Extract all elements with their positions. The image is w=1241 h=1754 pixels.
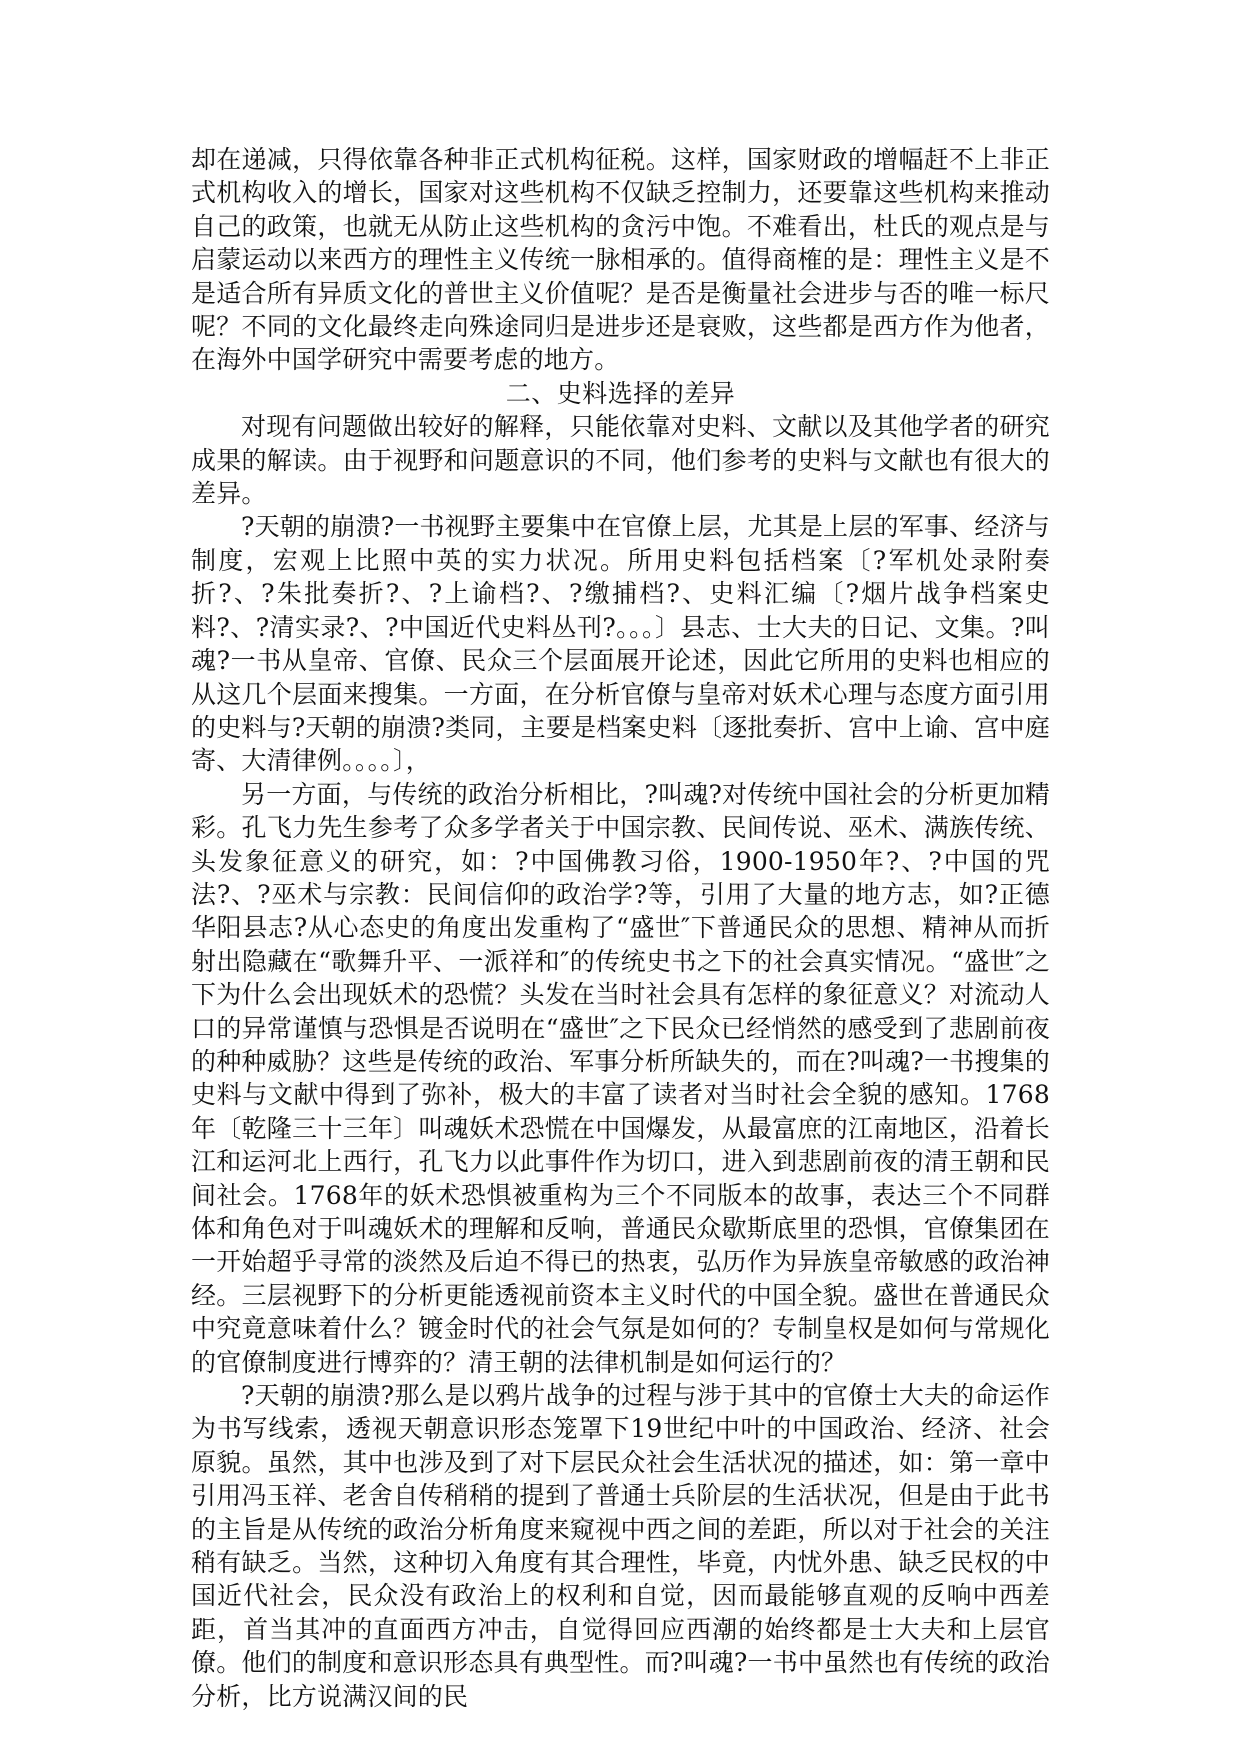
paragraph-continuation: 却在递减，只得依靠各种非正式机构征税。这样，国家财政的增幅赶不上非正式机构收入的增长，国家对这些机构不仅缺乏控制力，还要靠这些机构来推动自己的政策，也就无从防止这些机构的贪污中饱。不难看出，杜氏的观点是与启蒙运动以来西方的理性主义传统一脉相承的。值得商榷的是：理性主义是不是适合所有异质文化的普世主义价值呢？是否是衡量社会进步与否的唯一标尺呢？不同的文化最终走向殊途同归是进步还是衰败，这些都是西方作为他者，在海外中国学研究中需要考虑的地方。 — [191, 145, 1050, 375]
paragraph-comparison: ?天朝的崩溃?那么是以鸦片战争的过程与涉于其中的官僚士大夫的命运作为书写线索，透视天朝意识形态笼罩下19世纪中叶的中国政治、经济、社会原貌。虽然，其中也涉及到了对下层民众社会生活状况的描述，如：第一章中引用冯玉祥、老舍自传稍稍的提到了普通士兵阶层的生活状况，但是由于此书的主旨是从传统的政治分析角度来窥视中西之间的差距，所以对于社会的关注稍有缺乏。当然，这种切入角度有其合理性，毕竟，内忧外患、缺乏民权的中国近代社会，民众没有政治上的权利和自觉，因而最能够直观的反响中西差距，首当其冲的直面西方冲击，自觉得回应西潮的始终都是士大夫和上层官僚。他们的制度和意识形态具有典型性。而?叫魂?一书中虽然也有传统的政治分析，比方说满汉间的民 — [191, 1381, 1050, 1711]
paragraph-jiaohun-analysis: 另一方面，与传统的政治分析相比，?叫魂?对传统中国社会的分析更加精彩。孔飞力先生参考了众多学者关于中国宗教、民间传说、巫术、满族传统、头发象征意义的研究，如：?中国佛教习俗，1900-1950年?、?中国的咒法?、?巫术与宗教：民间信仰的政治学?等，引用了大量的地方志，如?正德华阳县志?从心态史的角度出发重构了“盛世″下普通民众的思想、精神从而折射出隐藏在“歌舞升平、一派祥和″的传统史书之下的社会真实情况。“盛世″之下为什么会出现妖术的恐慌？头发在当时社会具有怎样的象征意义？对流动人口的异常谨慎与恐惧是否说明在“盛世″之下民众已经悄然的感受到了悲剧前夜的种种威胁？这些是传统的政治、军事分析所缺失的，而在?叫魂?一书搜集的史料与文献中得到了弥补，极大的丰富了读者对当时社会全貌的感知。1768年〔乾隆三十三年〕叫魂妖术恐慌在中国爆发，从最富庶的江南地区，沿着长江和运河北上西行，孔飞力以此事件作为切口，进入到悲剧前夜的清王朝和民间社会。1768年的妖术恐惧被重构为三个不同版本的故事，表达三个不同群体和角色对于叫魂妖术的理解和反响，普通民众歇斯底里的恐惧，官僚集团在一开始超乎寻常的淡然及后迫不得已的热衷，弘历作为异族皇帝敏感的政治神经。三层视野下的分析更能透视前资本主义时代的中国全貌。盛世在普通民众中究竟意味着什么？镀金时代的社会气氛是如何的？专制皇权是如何与常规化的官僚制度进行博弈的？清王朝的法律机制是如何运行的？ — [191, 779, 1050, 1377]
paragraph-intro: 对现有问题做出较好的解释，只能依靠对史料、文献以及其他学者的研究成果的解读。由于视野和问题意识的不同，他们参考的史料与文献也有很大的差异。 — [191, 412, 1050, 509]
section-heading: 二、史料选择的差异 — [505, 378, 736, 408]
paragraph-sources-tianchao: ?天朝的崩溃?一书视野主要集中在官僚上层，尤其是上层的军事、经济与制度，宏观上比照中英的实力状况。所用史料包括档案〔?军机处录附奏折?、?朱批奏折?、?上谕档?、?缴捕档?、史料汇编〔?烟片战争档案史料?、?清实录?、?中国近代史料丛刊?。。。〕县志、士大夫的日记、文集。?叫魂?一书从皇帝、官僚、民众三个层面展开论述，因此它所用的史料也相应的从这几个层面来搜集。一方面，在分析官僚与皇帝对妖术心理与态度方面引用的史料与?天朝的崩溃?类同，主要是档案史料〔逐批奏折、宫中上谕、宫中庭寄、大清律例。。。。〕， — [191, 512, 1050, 776]
document-page — [191, 143, 1050, 1713]
